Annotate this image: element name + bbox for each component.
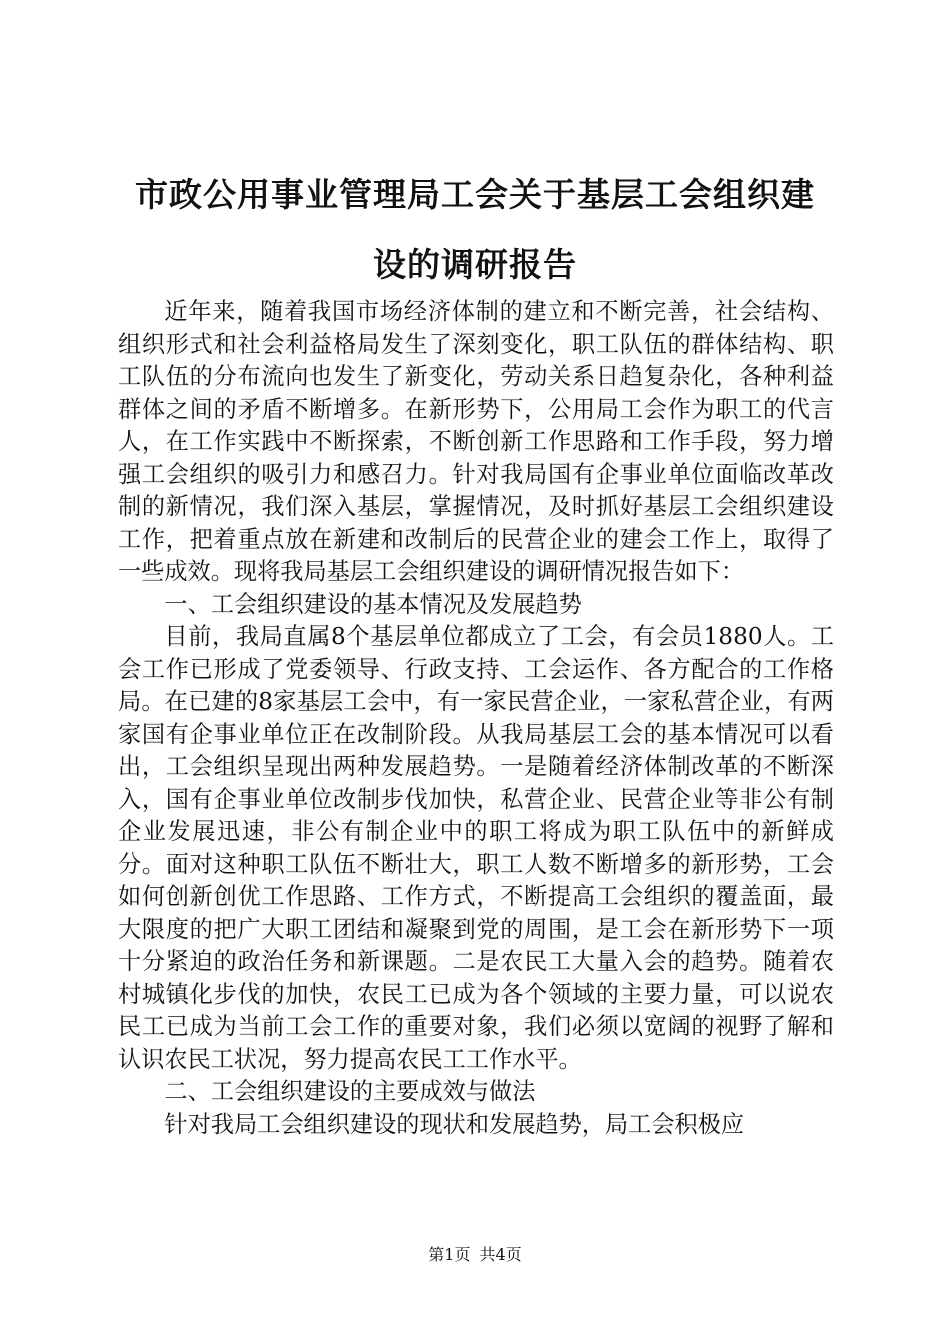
document-title-line-1: 市政公用事业管理局工会关于基层工会组织建 [135, 175, 815, 214]
page-number: 第1页 [428, 1245, 471, 1264]
page-footer [0, 1243, 950, 1267]
section-heading-2: 二、工会组织建设的主要成效与做法 [164, 1078, 536, 1105]
document-title-line-2: 设的调研报告 [373, 245, 577, 284]
page-total: 共4页 [479, 1245, 522, 1264]
paragraph-intro: 近年来，随着我国市场经济体制的建立和不断完善，社会结构、组织形式和社会利益格局发生了深刻变化，职工队伍的群体结构、职工队伍的分布流向也发生了新变化，劳动关系日趋复杂化，各种利益群体之间的矛盾不断增多。在新形势下，公用局工会作为职工的代言人，在工作实践中不断探索，不断创新工作思路和工作手段，努力增强工会组织的吸引力和感召力。针对我局国有企事业单位面临改革改制的新情况，我们深入基层，掌握情况，及时抓好基层工会组织建设工作，把着重点放在新建和改制后的民营企业的建会工作上，取得了一些成效。现将我局基层工会组织建设的调研情况报告如下： [118, 298, 834, 585]
paragraph-section-1: 目前，我局直属8个基层单位都成立了工会，有会员1880人。工会工作已形成了党委领导、行政支持、工会运作、各方配合的工作格局。在已建的8家基层工会中，有一家民营企业，一家私营企业，有两家国有企事业单位正在改制阶段。从我局基层工会的基本情况可以看出，工会组织呈现出两种发展趋势。一是随着经济体制改革的不断深入，国有企事业单位改制步伐加快，私营企业、民营企业等非公有制企业发展迅速，非公有制企业中的职工将成为职工队伍中的新鲜成分。面对这种职工队伍不断壮大，职工人数不断增多的新形势，工会如何创新创优工作思路、工作方式，不断提高工会组织的覆盖面，最大限度的把广大职工团结和凝聚到党的周围，是工会在新形势下一项十分紧迫的政治任务和新课题。二是农民工大量入会的趋势。随着农村城镇化步伐的加快，农民工已成为各个领域的主要力量，可以说农民工已成为当前工会工作的重要对象，我们必须以宽阔的视野了解和认识农民工状况，努力提高农民工工作水平。 [118, 623, 834, 1073]
section-heading-1: 一、工会组织建设的基本情况及发展趋势 [164, 590, 582, 618]
document-body [118, 296, 834, 1141]
paragraph-section-2: 针对我局工会组织建设的现状和发展趋势，局工会积极应 [164, 1110, 745, 1138]
